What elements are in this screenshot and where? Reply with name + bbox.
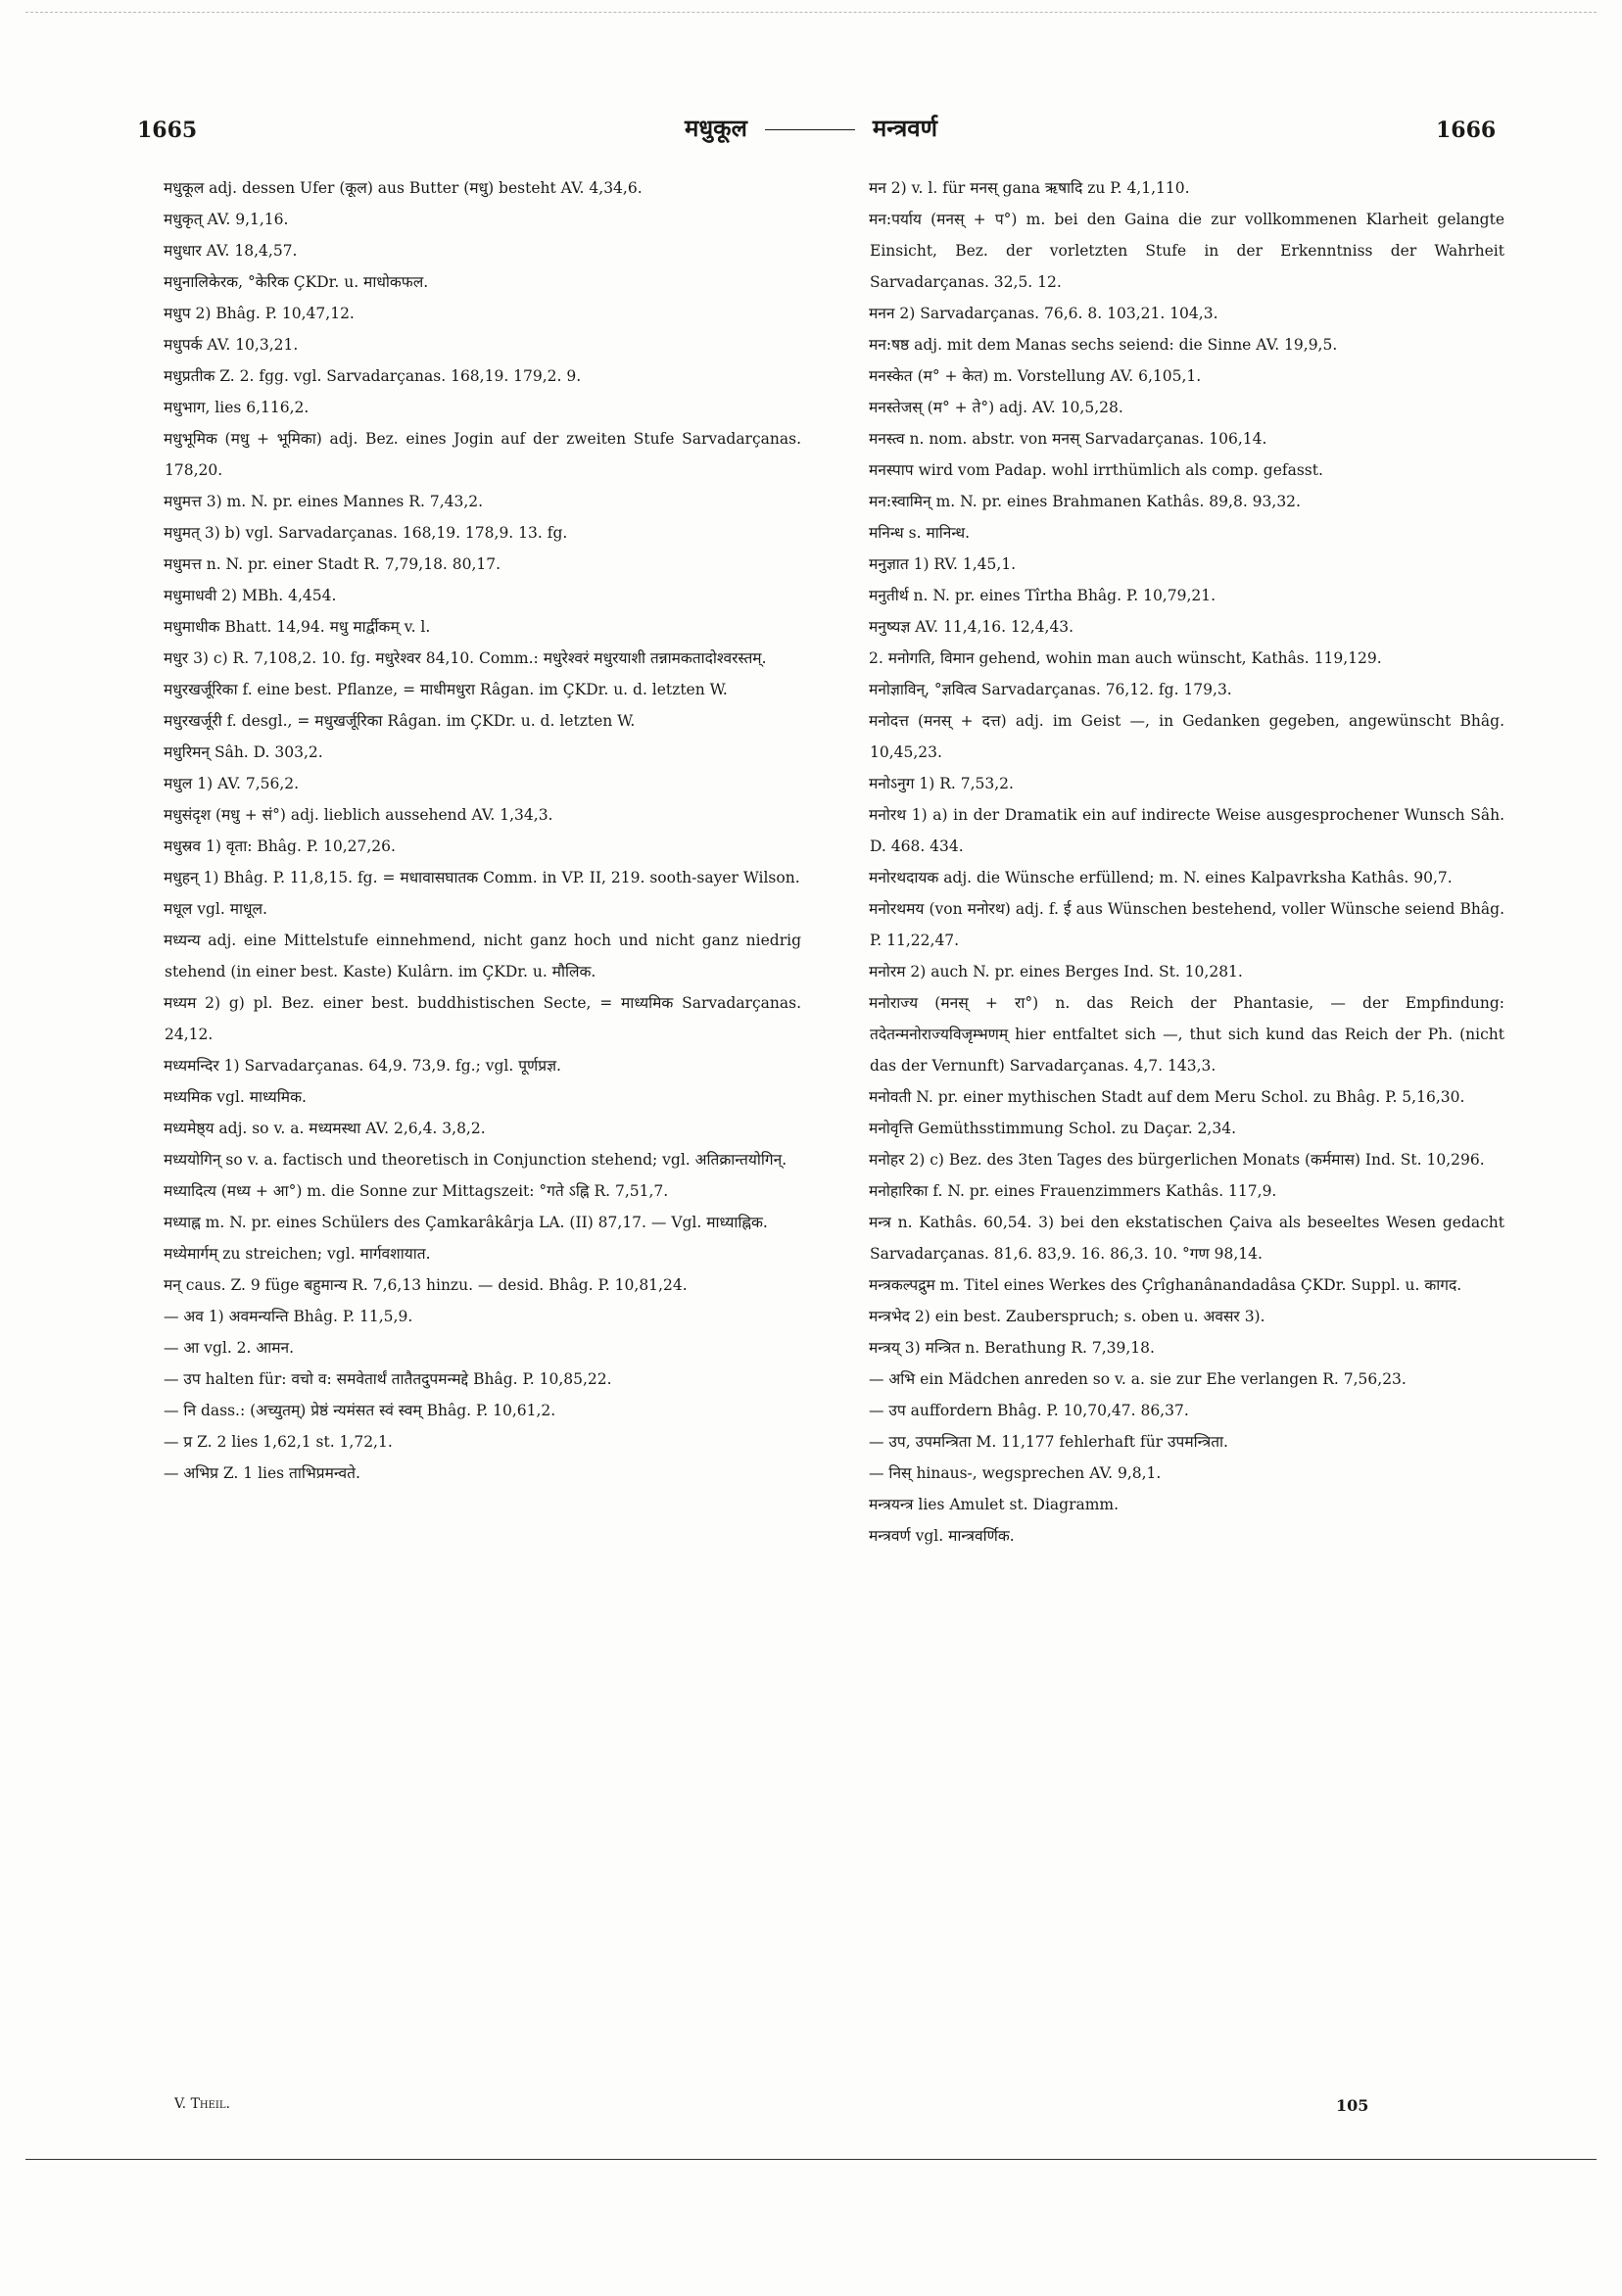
dictionary-entry: मनोरथ 1) a) in der Dramatik ein auf indirecte Weise ausgesprochener Wunsch Sâh. D. 468. 434. bbox=[869, 806, 1504, 855]
dictionary-entry: मनोहारिका f. N. pr. eines Frauenzimmers Kathâs. 117,9. bbox=[869, 1182, 1277, 1200]
dictionary-entry: मन् caus. Z. 9 füge बहुमान्य R. 7,6,13 hinzu. — desid. Bhâg. P. 10,81,24. bbox=[164, 1276, 688, 1294]
dictionary-entry: मनोज्ञाविन्, °ज्ञवित्व Sarvadarçanas. 76,12. fg. 179,3. bbox=[869, 681, 1232, 698]
dictionary-entry: मध्यादित्य (मध्य + आ°) m. die Sonne zur Mittagszeit: °गते ऽह्नि R. 7,51,7. bbox=[164, 1182, 669, 1200]
dictionary-entry: मनोरथमय (von मनोरथ) adj. f. ई aus Wünschen bestehend, voller Wünsche seiend Bhâg. P. 11,22,47. bbox=[869, 900, 1504, 949]
dictionary-entry: मधुनालिकेरक, °केरिक ÇKDr. u. माधोकफल. bbox=[164, 273, 429, 291]
dictionary-entry: मनस्केत (म° + केत) m. Vorstellung AV. 6,105,1. bbox=[869, 367, 1202, 385]
right-column bbox=[842, 172, 1504, 1552]
dictionary-entry: मधुस्रव 1) वृता: Bhâg. P. 10,27,26. bbox=[164, 837, 396, 855]
dictionary-entry: मन्त्रय् 3) मन्त्रित n. Berathung R. 7,39,18. bbox=[869, 1339, 1155, 1357]
dictionary-entry: मध्यमिक vgl. माध्यमिक. bbox=[164, 1088, 307, 1106]
running-head-dash bbox=[765, 129, 855, 130]
dictionary-entry: मनोवृत्ति Gemüthsstimmung Schol. zu Daçar. 2,34. bbox=[869, 1120, 1236, 1137]
dictionary-entry: 2. मनोगति, विमान gehend, wohin man auch wünscht, Kathâs. 119,129. bbox=[869, 649, 1382, 667]
left-column bbox=[137, 172, 801, 1489]
dictionary-entry: — आ vgl. 2. आमन. bbox=[164, 1339, 295, 1357]
dictionary-entry: मन:षष्ठ adj. mit dem Manas sechs seiend: die Sinne AV. 19,9,5. bbox=[869, 336, 1338, 354]
dictionary-entry: मनोऽनुग 1) R. 7,53,2. bbox=[869, 775, 1014, 792]
dictionary-entry: मन्त्रकल्पद्रुम m. Titel eines Werkes des Çrîghanânandadâsa ÇKDr. Suppl. u. कागद. bbox=[869, 1276, 1462, 1294]
dictionary-entry: मनस्तेजस् (म° + ते°) adj. AV. 10,5,28. bbox=[869, 399, 1123, 416]
dictionary-entry: — प्र Z. 2 lies 1,62,1 st. 1,72,1. bbox=[164, 1433, 393, 1451]
dictionary-entry: मधुरिमन् Sâh. D. 303,2. bbox=[164, 743, 323, 761]
dictionary-entry: मधुप 2) Bhâg. P. 10,47,12. bbox=[164, 305, 355, 322]
dictionary-entry: मधुकृत् AV. 9,1,16. bbox=[164, 211, 289, 228]
dictionary-entry: मनस्त्व n. nom. abstr. von मनस् Sarvadarçanas. 106,14. bbox=[869, 430, 1267, 448]
dictionary-entry: मधुमत्त n. N. pr. einer Stadt R. 7,79,18. 80,17. bbox=[164, 555, 501, 573]
dictionary-entry: — अभि ein Mädchen anreden so v. a. sie zur Ehe verlangen R. 7,56,23. bbox=[869, 1370, 1407, 1388]
top-rule bbox=[25, 12, 1597, 13]
running-head-right: मन्त्रवर्ण bbox=[872, 114, 937, 142]
dictionary-entry: — उप halten für: वचो व: समवेतार्थं तातैतदुपमन्मद्दे Bhâg. P. 10,85,22. bbox=[164, 1370, 612, 1388]
dictionary-entry: मधुहन् 1) Bhâg. P. 11,8,15. fg. = मधावासघातक Comm. in VP. II, 219. sooth-sayer Wilson. bbox=[164, 869, 800, 886]
dictionary-entry: मध्याह्न m. N. pr. eines Schülers des Çamkarâkârja LA. (II) 87,17. — Vgl. माध्याह्निक. bbox=[164, 1214, 768, 1231]
dictionary-entry: मधुप्रतीक Z. 2. fgg. vgl. Sarvadarçanas. 168,19. 179,2. 9. bbox=[164, 367, 582, 385]
dictionary-entry: — उप auffordern Bhâg. P. 10,70,47. 86,37. bbox=[869, 1402, 1189, 1419]
dictionary-entry: मध्यमन्दिर 1) Sarvadarçanas. 64,9. 73,9. fg.; vgl. पूर्णप्रज्ञ. bbox=[164, 1057, 561, 1075]
dictionary-entry: मन्त्रभेद 2) ein best. Zauberspruch; s. oben u. अवसर 3). bbox=[869, 1308, 1265, 1325]
dictionary-entry: मन्त्रवर्ण vgl. मान्त्रवर्णिक. bbox=[869, 1527, 1015, 1545]
dictionary-entry: मधुमत् 3) b) vgl. Sarvadarçanas. 168,19. 178,9. 13. fg. bbox=[164, 524, 568, 542]
dictionary-entry: मधुभाग, lies 6,116,2. bbox=[164, 399, 310, 416]
dictionary-entry: मध्येमार्गम् zu streichen; vgl. मार्गवशायात. bbox=[164, 1245, 431, 1263]
running-head-left: मधुकूल bbox=[685, 114, 747, 142]
dictionary-entry: मनोराज्य (मनस् + रा°) n. das Reich der Phantasie, — der Empfindung: तदेतन्मनोराज्यविजृम्भणम् hier entfaltet sich —, thut sich kund das Reich der Ph. (nicht das der Vernunft) Sarvadarçanas. 4,7. 143,3. bbox=[869, 994, 1504, 1075]
dictionary-entry: मध्ययोगिन् so v. a. factisch und theoretisch in Conjunction stehend; vgl. अतिक्रान्तयोगिन्. bbox=[164, 1151, 787, 1169]
dictionary-entry: मधुकूल adj. dessen Ufer (कूल) aus Butter (मधु) besteht AV. 4,34,6. bbox=[164, 179, 643, 197]
page-number-left: 1665 bbox=[137, 118, 198, 143]
running-head bbox=[0, 112, 1622, 144]
dictionary-entry: मधूल vgl. माधूल. bbox=[164, 900, 267, 918]
dictionary-entry: मधुमाधीक Bhatt. 14,94. मधु मार्द्वीकम् v. l. bbox=[164, 618, 431, 636]
page-number-right: 1666 bbox=[1436, 118, 1497, 143]
dictionary-entry: मधुरखर्जूरिका f. eine best. Pflanze, = माधीमधुरा Râgan. im ÇKDr. u. d. letzten W. bbox=[164, 681, 728, 698]
dictionary-entry: मनोहर 2) c) Bez. des 3ten Tages des bürgerlichen Monats (कर्ममास) Ind. St. 10,296. bbox=[869, 1151, 1485, 1169]
dictionary-entry: मनुतीर्थ n. N. pr. eines Tîrtha Bhâg. P. 10,79,21. bbox=[869, 587, 1216, 604]
dictionary-entry: मनिन्ध s. मानिन्ध. bbox=[869, 524, 971, 542]
dictionary-entry: मधुमत्त 3) m. N. pr. eines Mannes R. 7,43,2. bbox=[164, 493, 484, 510]
dictionary-entry: — नि dass.: (अच्युतम्) प्रेष्ठं न्यमंसत स्वं स्वम् Bhâg. P. 10,61,2. bbox=[164, 1402, 556, 1419]
footer-volume: V. Theil. bbox=[174, 2096, 230, 2112]
dictionary-entry: — अव 1) अवमन्यन्ति Bhâg. P. 11,5,9. bbox=[164, 1308, 413, 1325]
dictionary-entry: मध्यम 2) g) pl. Bez. einer best. buddhistischen Secte, = माध्यमिक Sarvadarçanas. 24,12. bbox=[164, 994, 801, 1043]
dictionary-entry: मध्यमेष्ठ्य adj. so v. a. मध्यमस्था AV. 2,6,4. 3,8,2. bbox=[164, 1120, 486, 1137]
dictionary-entry: मधुमाधवी 2) MBh. 4,454. bbox=[164, 587, 337, 604]
dictionary-entry: — अभिप्र Z. 1 lies ताभिप्रमन्वते. bbox=[164, 1464, 360, 1482]
dictionary-entry: मधुरखर्जूरी f. desgl., = मधुखर्जूरिका Râgan. im ÇKDr. u. d. letzten W. bbox=[164, 712, 636, 730]
dictionary-entry: मन्त्रयन्त्र lies Amulet st. Diagramm. bbox=[869, 1496, 1120, 1513]
dictionary-entry: मधुभूमिक (मधु + भूमिका) adj. Bez. eines Jogin auf der zweiten Stufe Sarvadarçanas. 178,20. bbox=[164, 430, 801, 479]
dictionary-entry: मनोरम 2) auch N. pr. eines Berges Ind. St. 10,281. bbox=[869, 963, 1243, 981]
dictionary-entry: मनुष्यज्ञ AV. 11,4,16. 12,4,43. bbox=[869, 618, 1074, 636]
dictionary-entry: — निस् hinaus-, wegsprechen AV. 9,8,1. bbox=[869, 1464, 1162, 1482]
dictionary-entry: मन 2) v. l. für मनस् gana ऋषादि zu P. 4,1,110. bbox=[869, 179, 1190, 197]
dictionary-entry: मनोदत्त (मनस् + दत्त) adj. im Geist —, in Gedanken gegeben, angewünscht Bhâg. 10,45,23. bbox=[869, 712, 1504, 761]
dictionary-entry: मनुज्ञात 1) RV. 1,45,1. bbox=[869, 555, 1017, 573]
dictionary-entry: मन:स्वामिन् m. N. pr. eines Brahmanen Kathâs. 89,8. 93,32. bbox=[869, 493, 1301, 510]
dictionary-entry: मन:पर्याय (मनस् + प°) m. bei den Gaina die zur vollkommenen Klarheit gelangte Einsicht, Bez. der vorletzten Stufe in der Erkenntniss der Wahrheit Sarvadarçanas. 32,5. 12. bbox=[869, 211, 1504, 291]
dictionary-entry: मधुर 3) c) R. 7,108,2. 10. fg. मधुरेश्वर 84,10. Comm.: मधुरेश्वरं मधुरयाशी तन्नामकतादोश्वरस्तम्. bbox=[164, 649, 767, 667]
footer-sheet-number: 105 bbox=[1336, 2096, 1369, 2115]
dictionary-entry: मधुसंदृश (मधु + सं°) adj. lieblich aussehend AV. 1,34,3. bbox=[164, 806, 553, 824]
dictionary-entry: मनन 2) Sarvadarçanas. 76,6. 8. 103,21. 104,3. bbox=[869, 305, 1218, 322]
dictionary-entry: — उप, उपमन्त्रिता M. 11,177 fehlerhaft für उपमन्त्रिता. bbox=[869, 1433, 1228, 1451]
dictionary-entry: मनोवती N. pr. einer mythischen Stadt auf dem Meru Schol. zu Bhâg. P. 5,16,30. bbox=[869, 1088, 1465, 1106]
dictionary-entry: मधुधार AV. 18,4,57. bbox=[164, 242, 298, 260]
bottom-rule bbox=[25, 2159, 1597, 2160]
dictionary-entry: मधुपर्क AV. 10,3,21. bbox=[164, 336, 299, 354]
dictionary-entry: मनोरथदायक adj. die Wünsche erfüllend; m. N. eines Kalpavrksha Kathâs. 90,7. bbox=[869, 869, 1453, 886]
dictionary-entry: मन्त्र n. Kathâs. 60,54. 3) bei den ekstatischen Çaiva als beseeltes Wesen gedacht Sarvadarçanas. 81,6. 83,9. 16. 86,3. 10. °गण 98,14. bbox=[869, 1214, 1504, 1263]
dictionary-entry: मनस्पाप wird vom Padap. wohl irrthümlich als comp. gefasst. bbox=[869, 461, 1323, 479]
dictionary-entry: मधुल 1) AV. 7,56,2. bbox=[164, 775, 300, 792]
dictionary-entry: मध्यन्य adj. eine Mittelstufe einnehmend, nicht ganz hoch und nicht ganz niedrig stehend (in einer best. Kaste) Kulârn. im ÇKDr. u. मौलिक. bbox=[164, 932, 801, 981]
